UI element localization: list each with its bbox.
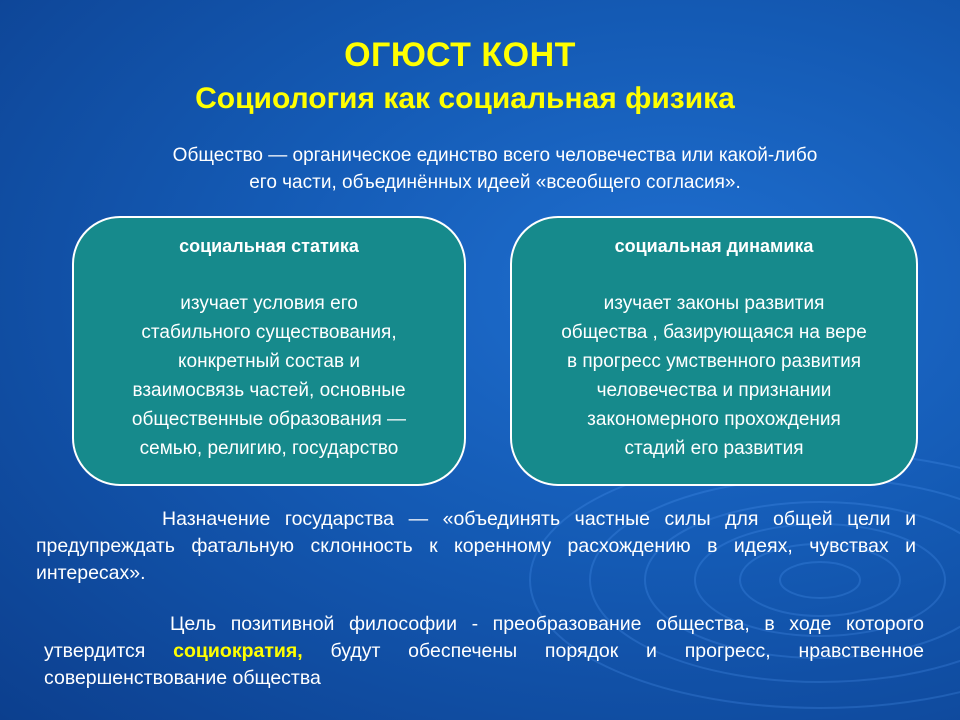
social-statics-line: взаимосвязь частей, основные	[132, 380, 406, 401]
social-statics-heading: социальная статика	[179, 236, 359, 256]
social-dynamics-line: стадий его развития	[624, 438, 804, 459]
social-dynamics-heading: социальная динамика	[614, 236, 814, 256]
page-title: ОГЮСТ КОНТ	[344, 36, 576, 74]
social-dynamics-line: общества , базирующаяся на вере	[561, 322, 867, 343]
page-subtitle: Социология как социальная физика	[195, 82, 735, 115]
positive-philosophy-text-before: Цель позитивной философии - преобразование общества, в ходе которого утвердится	[44, 613, 924, 662]
social-dynamics-line: изучает законы развития	[603, 293, 825, 314]
positive-philosophy-text-after: будут обеспечены порядок и прогресс, нравственное совершенствование общества	[44, 640, 925, 689]
positive-philosophy-paragraph	[44, 611, 924, 692]
social-dynamics-line: человечества и признании	[596, 380, 832, 401]
state-purpose-paragraph: Назначение государства — «объединять частные силы для общей цели и предупреждать фатальную склонность к коренному расхождению в идеях, чувствах и интересах».	[36, 508, 916, 584]
social-dynamics-box	[510, 216, 918, 486]
social-statics-box	[72, 216, 466, 486]
social-statics-line: стабильного существования,	[141, 322, 397, 343]
social-statics-line: семью, религию, государство	[139, 438, 399, 459]
social-statics-line: общественные образования —	[131, 409, 407, 430]
society-definition	[80, 142, 910, 196]
social-dynamics-line: закономерного прохождения	[587, 409, 841, 430]
sociocracy-highlight: социократия,	[173, 640, 303, 662]
social-dynamics-line: в прогресс умственного развития	[567, 351, 861, 372]
society-definition-line-2: его части, объединённых идеей «всеобщего согласия».	[249, 172, 741, 193]
social-statics-line: конкретный состав и	[178, 351, 360, 372]
society-definition-line-1: Общество — органическое единство всего человечества или какой-либо	[172, 145, 818, 166]
social-dynamics-text	[512, 289, 916, 463]
social-statics-text	[74, 289, 464, 463]
social-statics-line: изучает условия его	[180, 293, 358, 314]
